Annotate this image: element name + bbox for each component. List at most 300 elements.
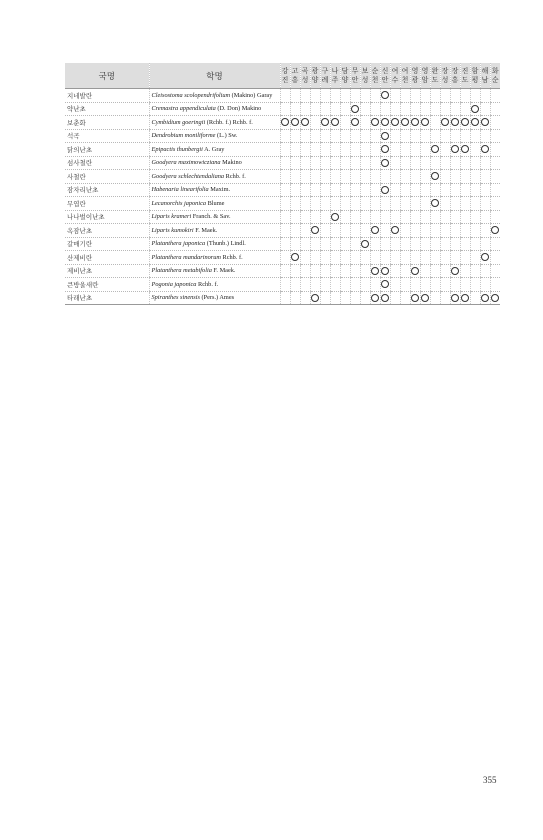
table-row (65, 89, 500, 103)
occurrence-cell (390, 251, 400, 265)
korean-name-cell: 타래난초 (65, 291, 149, 305)
occurrence-cell (340, 264, 350, 278)
occurrence-cell (300, 224, 310, 238)
korean-name-cell: 사철란 (65, 170, 149, 184)
occurrence-cell (300, 129, 310, 143)
page-number: 355 (483, 775, 497, 785)
occurrence-cell (310, 129, 320, 143)
occurrence-cell (300, 102, 310, 116)
occurrence-cell (280, 197, 290, 211)
occurrence-cell (350, 237, 360, 251)
occurrence-cell (410, 156, 420, 170)
occurrence-circle-icon (471, 105, 479, 113)
header-region-char: 신 (381, 66, 389, 75)
occurrence-cell (430, 251, 440, 265)
occurrence-cell (450, 89, 460, 103)
occurrence-cell (420, 89, 430, 103)
occurrence-cell (440, 116, 450, 130)
species-author: F. Maek. (195, 226, 218, 234)
header-region-char: 천 (371, 75, 379, 84)
occurrence-cell (330, 237, 340, 251)
scientific-name-cell (149, 264, 280, 278)
occurrence-cell (370, 102, 380, 116)
occurrence-cell (350, 156, 360, 170)
header-region (460, 63, 470, 89)
occurrence-cell (430, 156, 440, 170)
header-region (420, 63, 430, 89)
korean-name-cell: 지네발란 (65, 89, 149, 103)
occurrence-cell (290, 210, 300, 224)
header-region-char: 암 (421, 75, 429, 84)
occurrence-cell (460, 251, 470, 265)
occurrence-cell (310, 224, 320, 238)
header-region-char: 성 (441, 75, 449, 84)
occurrence-cell (330, 264, 340, 278)
header-region (360, 63, 370, 89)
occurrence-cell (490, 116, 500, 130)
header-region-char: 함 (471, 66, 479, 75)
occurrence-cell (480, 143, 490, 157)
occurrence-cell (340, 89, 350, 103)
occurrence-cell (280, 143, 290, 157)
occurrence-circle-icon (401, 118, 409, 126)
occurrence-cell (420, 291, 430, 305)
table-row (65, 264, 500, 278)
header-region-char: 영 (411, 66, 419, 75)
occurrence-cell (390, 264, 400, 278)
occurrence-cell (330, 197, 340, 211)
occurrence-cell (330, 210, 340, 224)
header-region-char: 무 (351, 66, 359, 75)
occurrence-cell (430, 278, 440, 292)
occurrence-cell (410, 251, 420, 265)
occurrence-cell (390, 129, 400, 143)
occurrence-cell (330, 129, 340, 143)
header-region-char: 광 (311, 66, 319, 75)
header-region-char: 례 (321, 75, 329, 84)
occurrence-cell (320, 264, 330, 278)
korean-name-cell: 약난초 (65, 102, 149, 116)
occurrence-cell (460, 129, 470, 143)
occurrence-cell (440, 264, 450, 278)
occurrence-cell (280, 116, 290, 130)
occurrence-cell (380, 210, 390, 224)
occurrence-cell (420, 197, 430, 211)
occurrence-cell (370, 143, 380, 157)
species-author: Franch. & Sav. (192, 213, 231, 221)
header-region (280, 63, 290, 89)
table-row (65, 251, 500, 265)
occurrence-cell (370, 183, 380, 197)
occurrence-cell (390, 156, 400, 170)
occurrence-cell (340, 183, 350, 197)
occurrence-circle-icon (381, 294, 389, 302)
occurrence-cell (370, 89, 380, 103)
species-author: (Makino) Garay (231, 91, 273, 99)
table-row (65, 156, 500, 170)
header-region (370, 63, 380, 89)
occurrence-cell (300, 264, 310, 278)
species-binomial: Pogonia japonica (151, 280, 197, 288)
occurrence-cell (490, 102, 500, 116)
occurrence-cell (380, 237, 390, 251)
occurrence-cell (450, 224, 460, 238)
scientific-name-cell (149, 116, 280, 130)
occurrence-circle-icon (461, 145, 469, 153)
header-region-char: 진 (461, 66, 469, 75)
occurrence-cell (480, 156, 490, 170)
table-row (65, 170, 500, 184)
occurrence-cell (450, 170, 460, 184)
occurrence-cell (360, 237, 370, 251)
occurrence-cell (460, 264, 470, 278)
occurrence-cell (300, 278, 310, 292)
occurrence-cell (450, 197, 460, 211)
occurrence-cell (320, 183, 330, 197)
occurrence-cell (340, 278, 350, 292)
header-region (390, 63, 400, 89)
occurrence-circle-icon (411, 267, 419, 275)
occurrence-circle-icon (391, 118, 399, 126)
occurrence-cell (350, 278, 360, 292)
occurrence-cell (350, 102, 360, 116)
table-row (65, 129, 500, 143)
occurrence-cell (310, 278, 320, 292)
occurrence-cell (390, 143, 400, 157)
scientific-name-cell (149, 102, 280, 116)
occurrence-cell (420, 143, 430, 157)
occurrence-cell (390, 89, 400, 103)
occurrence-cell (320, 237, 330, 251)
occurrence-circle-icon (281, 118, 289, 126)
occurrence-cell (470, 197, 480, 211)
header-region-char: 진 (281, 75, 289, 84)
occurrence-cell (430, 116, 440, 130)
occurrence-cell (440, 224, 450, 238)
scientific-name-cell (149, 143, 280, 157)
species-author: (Rchb. f.) Rchb. f. (206, 118, 253, 126)
header-region (380, 63, 390, 89)
occurrence-cell (400, 102, 410, 116)
species-author: Blume (207, 199, 225, 207)
occurrence-cell (480, 102, 490, 116)
occurrence-cell (340, 170, 350, 184)
occurrence-cell (430, 210, 440, 224)
occurrence-cell (350, 210, 360, 224)
occurrence-cell (300, 143, 310, 157)
occurrence-cell (350, 116, 360, 130)
occurrence-cell (450, 251, 460, 265)
occurrence-cell (310, 237, 320, 251)
occurrence-circle-icon (391, 226, 399, 234)
occurrence-cell (400, 197, 410, 211)
occurrence-cell (460, 237, 470, 251)
occurrence-cell (290, 170, 300, 184)
occurrence-cell (430, 183, 440, 197)
occurrence-circle-icon (291, 253, 299, 261)
occurrence-cell (390, 116, 400, 130)
scientific-name-cell (149, 183, 280, 197)
occurrence-cell (400, 224, 410, 238)
occurrence-cell (400, 291, 410, 305)
occurrence-cell (400, 89, 410, 103)
occurrence-cell (380, 156, 390, 170)
header-region-char: 순 (491, 75, 499, 84)
occurrence-cell (410, 102, 420, 116)
occurrence-circle-icon (351, 105, 359, 113)
header-region-char: 나 (331, 66, 339, 75)
occurrence-cell (340, 116, 350, 130)
occurrence-cell (490, 89, 500, 103)
species-binomial: Spiranthes sinensis (151, 294, 200, 302)
occurrence-cell (320, 251, 330, 265)
occurrence-cell (490, 170, 500, 184)
header-region-char: 성 (361, 75, 369, 84)
occurrence-cell (430, 170, 440, 184)
occurrence-cell (320, 224, 330, 238)
species-binomial: Cleisostoma scolopendrifolium (151, 91, 231, 99)
occurrence-circle-icon (481, 145, 489, 153)
occurrence-cell (440, 129, 450, 143)
occurrence-cell (390, 237, 400, 251)
occurrence-cell (430, 143, 440, 157)
occurrence-cell (380, 183, 390, 197)
occurrence-cell (480, 170, 490, 184)
species-binomial: Dendrobium moniliforme (151, 132, 216, 140)
occurrence-cell (360, 102, 370, 116)
header-region (310, 63, 320, 89)
header-region (300, 63, 310, 89)
occurrence-circle-icon (371, 267, 379, 275)
occurrence-cell (340, 197, 350, 211)
occurrence-cell (490, 264, 500, 278)
occurrence-cell (480, 89, 490, 103)
occurrence-circle-icon (451, 118, 459, 126)
occurrence-cell (460, 116, 470, 130)
occurrence-cell (490, 156, 500, 170)
header-region-char: 안 (351, 75, 359, 84)
occurrence-cell (460, 210, 470, 224)
occurrence-cell (360, 224, 370, 238)
occurrence-cell (280, 278, 290, 292)
species-author: Rchb. f. (198, 280, 219, 288)
occurrence-cell (420, 224, 430, 238)
occurrence-circle-icon (381, 132, 389, 140)
occurrence-circle-icon (351, 118, 359, 126)
occurrence-cell (290, 156, 300, 170)
occurrence-cell (460, 156, 470, 170)
occurrence-cell (490, 237, 500, 251)
scientific-name-cell (149, 224, 280, 238)
table-row (65, 183, 500, 197)
occurrence-cell (490, 143, 500, 157)
occurrence-cell (320, 143, 330, 157)
occurrence-cell (470, 89, 480, 103)
header-region-char: 흥 (451, 75, 459, 84)
species-table-container (65, 63, 500, 305)
species-binomial: Goodyera schlechtendaliana (151, 172, 225, 180)
occurrence-cell (420, 102, 430, 116)
occurrence-cell (420, 156, 430, 170)
occurrence-cell (280, 89, 290, 103)
scientific-name-cell (149, 156, 280, 170)
header-scientific-name: 학명 (149, 63, 280, 89)
occurrence-circle-icon (381, 118, 389, 126)
occurrence-cell (280, 251, 290, 265)
occurrence-cell (410, 237, 420, 251)
header-region-char: 수 (391, 75, 399, 84)
occurrence-cell (320, 156, 330, 170)
header-region-char: 광 (411, 75, 419, 84)
header-region-char: 평 (471, 75, 479, 84)
occurrence-cell (350, 264, 360, 278)
occurrence-cell (290, 278, 300, 292)
occurrence-cell (470, 251, 480, 265)
occurrence-cell (320, 210, 330, 224)
occurrence-cell (390, 183, 400, 197)
species-author: (Thunb.) Lindl. (206, 240, 246, 248)
occurrence-cell (400, 143, 410, 157)
occurrence-cell (300, 291, 310, 305)
occurrence-cell (350, 129, 360, 143)
occurrence-cell (440, 278, 450, 292)
species-author: F. Maek. (213, 267, 236, 275)
occurrence-cell (350, 183, 360, 197)
occurrence-cell (390, 170, 400, 184)
occurrence-circle-icon (491, 294, 499, 302)
occurrence-cell (310, 183, 320, 197)
table-row (65, 237, 500, 251)
occurrence-cell (490, 197, 500, 211)
occurrence-cell (460, 89, 470, 103)
occurrence-cell (370, 170, 380, 184)
occurrence-cell (390, 291, 400, 305)
occurrence-circle-icon (461, 118, 469, 126)
occurrence-cell (360, 156, 370, 170)
occurrence-cell (350, 89, 360, 103)
occurrence-cell (450, 210, 460, 224)
occurrence-cell (390, 224, 400, 238)
occurrence-cell (330, 143, 340, 157)
occurrence-cell (370, 237, 380, 251)
occurrence-cell (460, 102, 470, 116)
occurrence-cell (330, 251, 340, 265)
occurrence-cell (480, 251, 490, 265)
occurrence-cell (400, 183, 410, 197)
korean-name-cell: 잠자리난초 (65, 183, 149, 197)
occurrence-cell (460, 170, 470, 184)
header-region-char: 구 (321, 66, 329, 75)
occurrence-circle-icon (421, 118, 429, 126)
header-region-char: 도 (461, 75, 469, 84)
occurrence-cell (360, 143, 370, 157)
occurrence-cell (390, 210, 400, 224)
occurrence-cell (330, 102, 340, 116)
species-author: Rchb. f. (222, 253, 243, 261)
occurrence-circle-icon (481, 253, 489, 261)
species-binomial: Platanthera mandarinorum (151, 253, 221, 261)
occurrence-cell (340, 143, 350, 157)
occurrence-circle-icon (331, 118, 339, 126)
occurrence-cell (440, 156, 450, 170)
occurrence-cell (420, 278, 430, 292)
header-region-char: 여 (391, 66, 399, 75)
header-region-char: 성 (301, 75, 309, 84)
occurrence-circle-icon (381, 145, 389, 153)
occurrence-circle-icon (381, 280, 389, 288)
scientific-name-cell (149, 170, 280, 184)
occurrence-circle-icon (411, 294, 419, 302)
occurrence-cell (470, 170, 480, 184)
occurrence-cell (430, 102, 440, 116)
species-binomial: Habenaria linearifolia (151, 186, 209, 194)
occurrence-cell (490, 251, 500, 265)
occurrence-cell (280, 129, 290, 143)
occurrence-cell (400, 129, 410, 143)
species-binomial: Liparis kumokiri (151, 226, 194, 234)
occurrence-circle-icon (321, 118, 329, 126)
occurrence-cell (450, 183, 460, 197)
header-region (450, 63, 460, 89)
occurrence-cell (310, 89, 320, 103)
species-binomial: Goodyera maximowicziana (151, 159, 221, 167)
occurrence-cell (450, 291, 460, 305)
occurrence-circle-icon (441, 118, 449, 126)
korean-name-cell: 산제비란 (65, 251, 149, 265)
occurrence-cell (390, 197, 400, 211)
occurrence-cell (420, 129, 430, 143)
table-row (65, 278, 500, 292)
occurrence-cell (380, 143, 390, 157)
korean-name-cell: 갈매기란 (65, 237, 149, 251)
occurrence-cell (290, 291, 300, 305)
header-region (320, 63, 330, 89)
scientific-name-cell (149, 210, 280, 224)
occurrence-cell (470, 116, 480, 130)
occurrence-cell (340, 129, 350, 143)
occurrence-cell (400, 237, 410, 251)
occurrence-circle-icon (471, 118, 479, 126)
occurrence-cell (370, 251, 380, 265)
occurrence-cell (380, 116, 390, 130)
occurrence-cell (330, 224, 340, 238)
species-author: Maxim. (210, 186, 231, 194)
header-region (340, 63, 350, 89)
header-region (350, 63, 360, 89)
occurrence-cell (300, 237, 310, 251)
occurrence-circle-icon (431, 199, 439, 207)
occurrence-cell (280, 237, 290, 251)
occurrence-cell (410, 224, 420, 238)
occurrence-cell (310, 143, 320, 157)
header-region-char: 도 (431, 75, 439, 84)
occurrence-cell (290, 102, 300, 116)
species-binomial: Lecanorchis japonica (151, 199, 207, 207)
occurrence-cell (390, 102, 400, 116)
header-region-char: 장 (441, 66, 449, 75)
occurrence-cell (410, 210, 420, 224)
header-region-char: 장 (451, 66, 459, 75)
header-region (430, 63, 440, 89)
species-author: (L.) Sw. (217, 132, 238, 140)
occurrence-cell (350, 224, 360, 238)
header-region-char: 주 (331, 75, 339, 84)
occurrence-cell (280, 170, 290, 184)
occurrence-cell (290, 251, 300, 265)
occurrence-cell (460, 183, 470, 197)
table-row (65, 291, 500, 305)
occurrence-cell (440, 210, 450, 224)
